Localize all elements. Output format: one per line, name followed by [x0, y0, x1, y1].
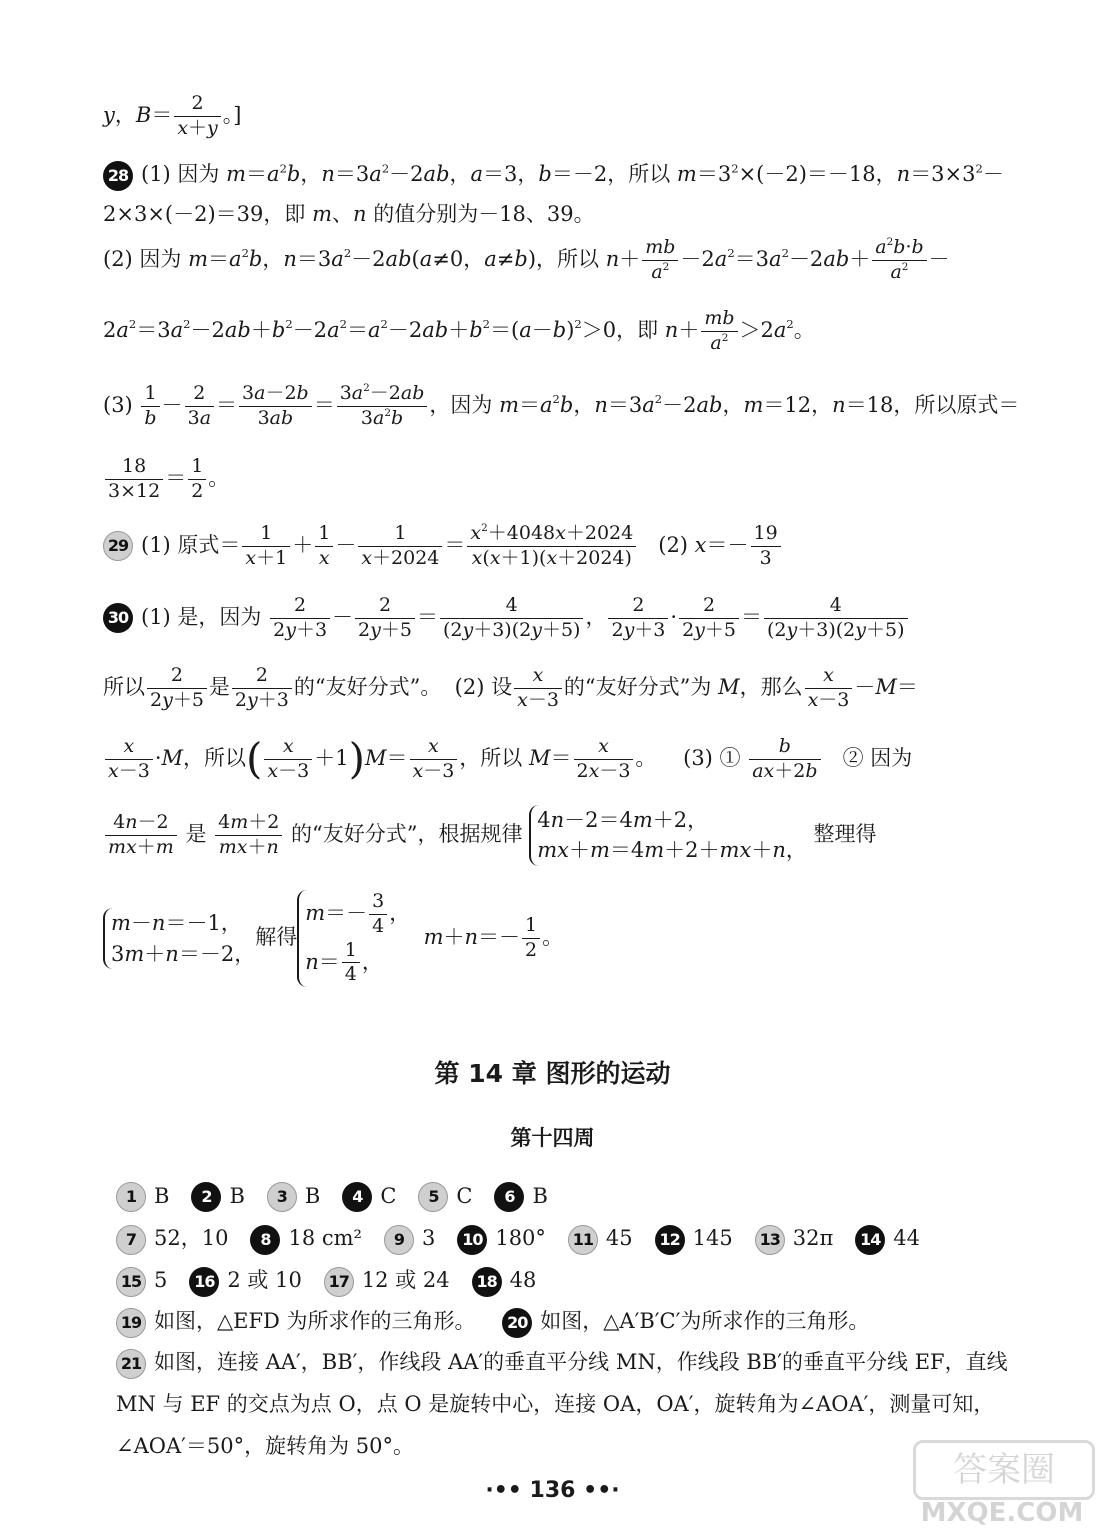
- q19-q20-line: [116, 1305, 869, 1338]
- question-badge-28: 28: [103, 161, 133, 191]
- question-badge-13: 13: [755, 1225, 785, 1255]
- question-badge-9: 9: [384, 1225, 414, 1255]
- chapter-title: 第 14 章 图形的运动: [434, 1059, 671, 1088]
- question-badge-6: 6: [494, 1182, 524, 1212]
- answer-2: B: [229, 1183, 245, 1208]
- question-badge-11: 11: [568, 1225, 598, 1255]
- answer-5: C: [456, 1183, 473, 1208]
- q28-part2-line1: (2) 因为 $m=a^2b$，$n=3a^2-2ab(a\ne 0$，a≠b)，所以 n＋ $\frac{mb}{a^2}$ $-2a^2=3a^2-2ab+$ $\frac{a^2b\cdot b}{a^2}$ －: [103, 236, 950, 283]
- q29-line: 29 (1) 原式＝ $\frac{1}{x+1}$ ＋ $\frac{1}{x}$ － $\frac{1}{x+2024}$ ＝ $\frac{x^2+4048x+2024}{x(x+1)(x+2024)}$ (2) x＝－ $\frac{19}{3}$: [103, 522, 783, 571]
- equation-system-2: m－n＝－1， 3m＋n＝－2，: [103, 908, 255, 969]
- answer-4: C: [380, 1183, 397, 1208]
- question-badge-30: 30: [103, 603, 133, 633]
- question-badge-14: 14: [855, 1225, 885, 1255]
- q20-text: 如图，△A′B′C′为所求作的三角形。: [540, 1309, 870, 1333]
- question-badge-29: 29: [103, 531, 133, 561]
- question-badge-18: 18: [472, 1267, 502, 1297]
- dots-left: ·••: [485, 1478, 530, 1503]
- q27-tail: y，B＝ $\frac{2}{x+y}$ 。]: [103, 92, 242, 139]
- dots-right: ••·: [575, 1478, 620, 1503]
- question-badge-15: 15: [116, 1267, 146, 1297]
- equation-system-3: m＝－ $\frac{3}{4}$ ， n＝ $\frac{1}{4}$ ，: [297, 890, 410, 987]
- page-number-value: 136: [529, 1478, 576, 1503]
- watermark-logo: [913, 1440, 1091, 1530]
- q28-part3-line2: $\frac{18}{3\times 12}$ ＝ $\frac{1}{2}$ 。: [103, 455, 229, 504]
- question-badge-12: 12: [655, 1225, 685, 1255]
- question-badge-2: 2: [191, 1182, 221, 1212]
- q19-text: 如图，△EFD 为所求作的三角形。: [154, 1309, 476, 1333]
- q30-line5: m－n＝－1， 3m＋n＝－2，解得m＝－ $\frac{3}{4}$ ， n＝ $\frac{1}{4}$ ， m＋n＝－ $\frac{1}{2}$ 。: [103, 890, 563, 987]
- answers-row-2: [116, 1222, 942, 1255]
- answer-15: 5: [154, 1268, 168, 1292]
- answer-6: B: [532, 1183, 548, 1208]
- question-badge-3: 3: [267, 1182, 297, 1212]
- answer-10: 180°: [495, 1226, 546, 1250]
- answer-3: B: [304, 1183, 321, 1208]
- question-badge-5: 5: [418, 1182, 448, 1212]
- answer-12: 145: [692, 1226, 733, 1250]
- answer-8: 18 cm²: [288, 1226, 362, 1250]
- answers-row-1: [116, 1182, 570, 1212]
- equation-system-1: 4n－2＝4m＋2， mx＋m＝4m＋2＋mx＋n，: [529, 805, 807, 866]
- q21-line2: MN 与 EF 的交点为点 O，点 O 是旋转中心，连接 OA，OA′，旋转角为∠AOA′，测量可知，: [116, 1392, 995, 1416]
- question-badge-4: 4: [342, 1182, 372, 1212]
- q21-line3: ∠AOA′＝50°，旋转角为 50°。: [116, 1434, 415, 1458]
- question-badge-16: 16: [189, 1267, 219, 1297]
- q30-line4: $\frac{4n-2}{mx+m}$ 是 $\frac{4m+2}{mx+n}$ 的“友好分式”，根据规律 4n－2＝4m＋2， mx＋m＝4m＋2＋mx＋n， 整理得: [103, 805, 877, 866]
- q28-part3-line1: (3) $\frac{1}{b}$ － $\frac{2}{3a}$ ＝ $\frac{3a-2b}{3ab}$ ＝ $\frac{3a^2-2ab}{3a^2b}$ ，因为 $m=a^2b$，$n=3a^2-2ab$，m＝12，n＝18，所以原式＝: [103, 382, 1020, 429]
- question-badge-1: 1: [116, 1182, 146, 1212]
- q30-line3: $\frac{x}{x-3}$ ·M，所以( $\frac{x}{x-3}$ ＋1)M＝ $\frac{x}{x-3}$ ，所以 M＝ $\frac{x}{2x-3}$ 。 (3) ① $\frac{b}{ax+2b}$ ② 因为: [103, 735, 912, 784]
- answer-17: 12 或 24: [361, 1268, 450, 1292]
- q28-line2: 2×3×(－2)＝39，即 m、n 的值分别为－18、39。: [103, 202, 595, 226]
- answer-11: 45: [605, 1226, 633, 1250]
- watermark-top: 答案圈: [913, 1440, 1095, 1500]
- answer-14: 44: [893, 1226, 921, 1250]
- watermark-bottom: MXQE.COM: [920, 1498, 1084, 1528]
- answer-1: B: [154, 1183, 170, 1208]
- question-badge-10: 10: [457, 1225, 487, 1255]
- question-badge-20: 20: [502, 1308, 532, 1338]
- question-badge-17: 17: [324, 1267, 354, 1297]
- answer-7: 52，10: [154, 1226, 229, 1250]
- question-badge-19: 19: [116, 1308, 146, 1338]
- q30-line2: 所以 $\frac{2}{2y+5}$ 是 $\frac{2}{2y+3}$ 的“友好分式”。 (2) 设 $\frac{x}{x-3}$ 的“友好分式”为 M，那么 $\frac{x}{x-3}$ －M＝: [103, 664, 918, 711]
- answer-9: 3: [421, 1226, 436, 1250]
- question-badge-8: 8: [250, 1225, 280, 1255]
- answer-18: 48: [509, 1268, 537, 1292]
- answer-13: 32π: [792, 1226, 834, 1250]
- q30-line1: 30 (1) 是，因为 $\frac{2}{2y+3}$ － $\frac{2}{2y+5}$ ＝ $\frac{4}{(2y+3)(2y+5)}$ ， $\frac{2}{2y+3}$ · $\frac{2}{2y+5}$ ＝ $\frac{4}{(2y+3)(2y+5)}$: [103, 594, 910, 643]
- q21-line1: [116, 1346, 1008, 1379]
- q28-line1: 28 (1) 因为 $m=a^2b$，$n=3a^2-2ab$，a＝3，b＝－2，所以 $m=3^2\times(-2)=-18$，$n=3\times 3^2-$: [103, 158, 1004, 191]
- q28-part2-line2: $2a^2=3a^2-2ab+b^2-2a^2=a^2-2ab+b^2=(a-b)^2>0$，即 n＋ $\frac{mb}{a^2}$ $>2a^2$。: [103, 307, 815, 354]
- answer-16: 2 或 10: [227, 1268, 302, 1292]
- q21-text-1: 如图，连接 AA′，BB′，作线段 AA′的垂直平分线 MN，作线段 BB′的垂直平分线 EF，直线: [154, 1350, 1008, 1374]
- question-badge-21: 21: [116, 1349, 146, 1379]
- week-title: 第十四周: [510, 1126, 595, 1150]
- question-badge-7: 7: [116, 1225, 146, 1255]
- answers-row-3: [116, 1264, 558, 1297]
